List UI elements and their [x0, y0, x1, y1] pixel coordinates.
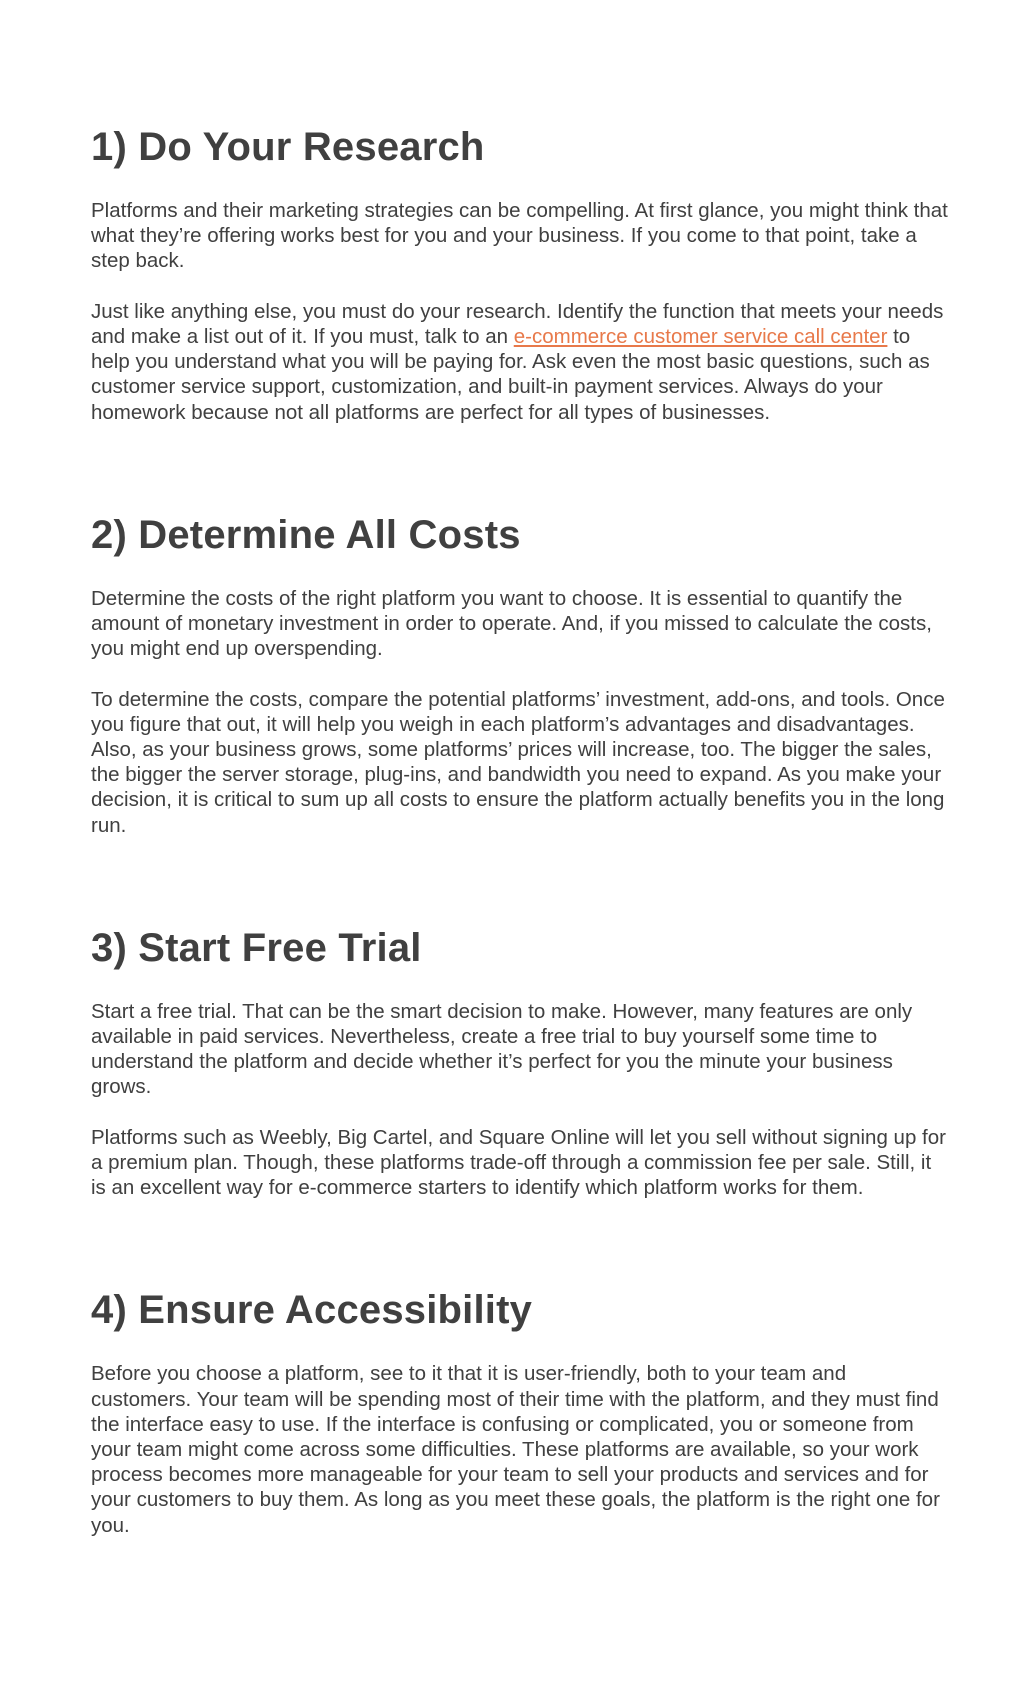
section-paragraph: Start a free trial. That can be the smart decision to make. However, many features are only available in paid services. Nevertheless, create a free trial to buy yourself some time to understand the platform and decide whether it’s perfect for you the minute your business grows.	[91, 999, 913, 1099]
section-paragraph: Determine the costs of the right platform you want to choose. It is essential to quantify the amount of monetary investment in order to operate. And, if you missed to calculate the costs, you might end up overspending.	[91, 586, 932, 661]
section-heading: 3) Start Free Trial	[91, 925, 422, 970]
section-determine-all-costs	[91, 506, 951, 838]
section-start-free-trial	[91, 919, 951, 1201]
section-heading: 4) Ensure Accessibility	[91, 1288, 533, 1333]
section-paragraph: Platforms such as Weebly, Big Cartel, and Square Online will let you sell without signing up for a premium plan. Though, these platforms trade-off through a commission fee per sale. Still, it is an excellent way for e-commerce starters to identify which platform works for them.	[91, 1125, 946, 1200]
section-heading: 2) Determine All Costs	[91, 512, 521, 557]
section-paragraph: Platforms and their marketing strategies can be compelling. At first glance, you might think that what they’re offering works best for you and your business. If you come to that point, take a step back.	[91, 199, 948, 273]
paragraph-text: to help you understand what you will be paying for. Ask even the most basic questions, such as customer service support, customization, and built-in payment services. Always do your homework because not all platforms are perfect for all types of businesses.	[91, 325, 930, 424]
section-paragraph-with-link	[91, 299, 951, 425]
section-heading: 1) Do Your Research	[91, 125, 485, 169]
call-center-link[interactable]: e-commerce customer service call center	[513, 325, 888, 348]
document-body	[91, 118, 951, 1538]
paragraph-text: Just like anything else, you must do your research. Identify the function that meets your needs and make a list out of it. If you must, talk to an	[91, 299, 944, 348]
section-ensure-accessibility	[91, 1281, 951, 1537]
section-paragraph: To determine the costs, compare the potential platforms’ investment, add-ons, and tools. Once you figure that out, it will help you weigh in each platform’s advantages and disadvantages. Also, as your business grows, some platforms’ prices will increase, too. The bigger the sales, the bigger the server storage, plug-ins, and bandwidth you need to expand. As you make your decision, it is critical to sum up all costs to ensure the platform actually benefits you in the long run.	[91, 687, 945, 837]
section-paragraph: Before you choose a platform, see to it that it is user-friendly, both to your team and customers. Your team will be spending most of their time with the platform, and they must find the interface easy to use. If the interface is confusing or complicated, you or someone from your team might come across some difficulties. These platforms are available, so your work process becomes more manageable for your team to sell your products and services and for your customers to buy them. As long as you meet these goals, the platform is the right one for you.	[91, 1362, 940, 1537]
section-do-your-research	[91, 118, 951, 425]
